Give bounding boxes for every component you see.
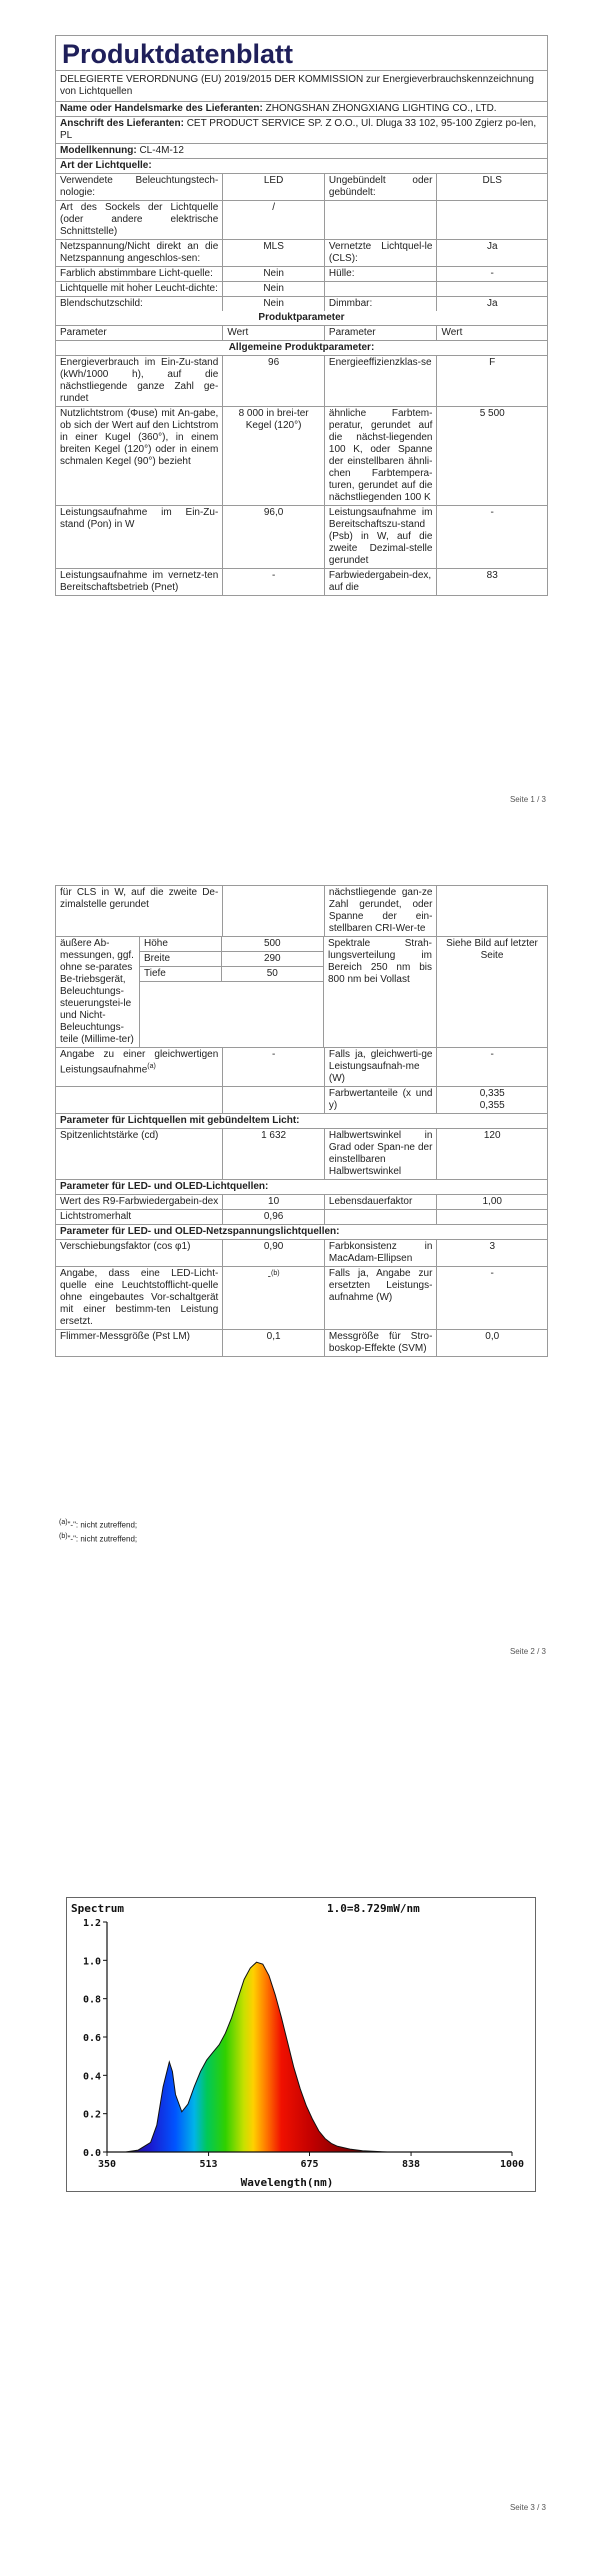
energy-class-value: F [489,357,496,368]
dimension-label: Tiefe [140,967,222,981]
peak-intensity-value: 1 632 [223,1129,325,1179]
footnote-a: $^{(a)}$"-": nicht zutreffend; [59,1519,138,1530]
type-row-value: Ja [486,298,498,309]
replacement-power-value: - [490,1268,494,1279]
type-row-value: Nein [223,297,325,311]
chromaticity-label: Farbwertanteile (x und y) [325,1087,438,1113]
general-params-header: Allgemeine Produktparameter: [228,342,375,353]
color-temperature-value: 5 500 [479,408,505,419]
type-row [56,240,547,267]
cri-label: Farbwiedergabein-dex, auf die [325,569,438,595]
page-2 [0,885,604,1685]
y-tick-label: 0.8 [82,1994,101,2006]
equivalent-power-claim-label: Angabe zu einer gleichwertigen Leistungsaufnahme$^{(a)}$ [56,1048,223,1086]
page-title: Produktdatenblatt [56,36,547,71]
type-row-param: Hülle: [325,267,438,281]
dimension-row [140,952,323,967]
dimension-label: Breite [140,952,222,966]
type-row-value: Nein [223,282,325,296]
x-axis-label: Wavelength(nm) [240,2176,334,2189]
networked-standby-label: Leistungsaufnahme im vernetz-ten Bereitschaftsbetrieb (Pnet) [56,569,223,595]
flicker-value: 0,1 [223,1330,325,1356]
type-row-value [437,201,547,239]
displacement-factor-value: 0,90 [223,1240,325,1266]
color-consistency-label: Farbkonsistenz in MacAdam-Ellipsen [325,1240,438,1266]
datasheet-table-page-1 [55,35,548,596]
y-tick-label: 0.2 [82,2109,101,2121]
spectral-distribution-label: Spektrale Strah-lungsverteilung im Bereich 250 nm bis 800 nm bei Vollast [324,937,437,1047]
directional-header: Parameter für Lichtquellen mit gebündeltem Licht: [60,1115,300,1126]
spectrum-plot [67,1898,535,2191]
type-row-value: MLS [223,240,325,266]
survival-factor-value: 1,00 [482,1196,502,1207]
page-number-3: Seite 3 / 3 [509,2503,546,2512]
displacement-factor-label: Verschiebungsfaktor (cos φ1) [56,1240,223,1266]
model-row [56,144,547,158]
type-row-param: Lichtquelle mit hoher Leucht-dichte: [56,282,223,296]
stroboscopic-value: 0,0 [485,1331,500,1342]
color-consistency-value: 3 [489,1241,495,1252]
page-number-2: Seite 2 / 3 [509,1647,546,1656]
type-row-value: / [223,201,325,239]
type-row-param: Verwendete Beleuchtungstech-nologie: [56,174,223,200]
supplier-value: ZHONGSHAN ZHONGXIANG LIGHTING CO., LTD. [265,103,497,114]
networked-standby-value: - [223,569,325,595]
page-number-1: Seite 1 / 3 [509,795,546,804]
supplier-row [56,102,547,116]
y-tick-label: 1.0 [82,1956,101,1968]
dimension-value: 290 [263,953,281,964]
dimension-row [140,937,323,952]
type-row-value: DLS [482,175,502,186]
header-param-1: Parameter [56,326,223,340]
type-row-param: Dimmbar: [325,297,438,311]
x-tick-label: 1000 [499,2159,525,2170]
luminous-flux-label: Nutzlichtstrom (Φuse) mit An-gabe, ob sich der Wert auf den Lichtstrom in einer Kugel (360°), in einem breiten Kegel (120°) oder in einem schmalen Kegel (90°) bezieht [56,407,223,505]
type-row-value [437,282,547,296]
datasheet-table-page-2 [55,885,548,1357]
y-tick-label: 0.6 [82,2033,101,2044]
type-row-param: Netzspannung/Nicht direkt an die Netzspannung angeschlos-sen: [56,240,223,266]
type-row-param [325,201,438,239]
footnotes [57,1517,137,1544]
type-row-value: Ja [486,241,498,252]
beam-angle-value: 120 [483,1130,501,1141]
type-row-param: Farblich abstimmbare Licht-quelle: [56,267,223,281]
type-row [56,201,547,240]
mains-params-header: Parameter für LED- und OLED-Netzspannungslichtquellen: [60,1226,340,1237]
header-value-2: Wert [441,327,463,338]
x-tick-label: 838 [402,2159,421,2170]
lumen-maintenance-label: Lichtstromerhalt [56,1210,223,1224]
x-tick-label: 513 [199,2159,218,2170]
on-mode-power-label: Leistungsaufnahme im Ein-Zu-stand (Pon) in W [56,506,223,568]
lumen-maintenance-value: 0,96 [223,1210,325,1224]
replacement-power-label: Falls ja, Angabe zur ersetzten Leistungs-aufnahme (W) [325,1267,438,1329]
equivalent-power-claim-value: - [223,1048,325,1086]
survival-factor-label: Lebensdauerfaktor [325,1195,438,1209]
regulation-text: DELEGIERTE VERORDNUNG (EU) 2019/2015 DER KOMMISSION zur Energieverbrauchskennzeichnung von Lichtquellen [60,74,534,97]
header-param-2: Parameter [325,326,438,340]
address-row [56,117,547,143]
type-row-value: Nein [223,267,325,281]
color-temperature-label: ähnliche Farbtem-peratur, gerundet auf die nächst-liegenden 100 K, oder Spanne der einstellbaren ähnli-chen Farbtempera-turen, gerundet auf die nächstliegenden 100 K [325,407,438,505]
equivalent-power-label: Falls ja, gleichwerti-ge Leistungsaufnah-me (W) [325,1048,438,1086]
header-value-1: Wert [223,326,325,340]
address-value: CET PRODUCT SERVICE SP. Z O.O., Ul. Dluga 33 102, 95-100 Zgierz po-len, PL [60,118,537,141]
footnote-b: $^{(b)}$"-": nicht zutreffend; [59,1532,138,1544]
model-label: Modellkennung: [60,145,137,156]
type-row-value: LED [223,174,325,200]
type-row-param: Vernetzte Lichtquel-le (CLS): [325,240,438,266]
networked-standby-cont: für CLS in W, auf die zweite De-zimalstelle gerundet [56,886,223,936]
type-rows [56,174,547,311]
stroboscopic-label: Messgröße für Stro-boskop-Effekte (SVM) [325,1330,438,1356]
r9-value: 10 [223,1195,325,1209]
dimension-value: 500 [263,938,281,949]
dimension-label: Höhe [140,937,222,951]
spectrum-area [126,1962,388,2152]
type-header: Art der Lichtquelle: [60,160,152,171]
y-tick-label: 0.0 [82,2148,101,2159]
beam-angle-label: Halbwertswinkel in Grad oder Span-ne der einstellbaren Halbwertswinkel [325,1129,438,1179]
peak-intensity-label: Spitzenlichtstärke (cd) [56,1129,223,1179]
product-params-header: Produktparameter [258,312,345,323]
type-row [56,297,547,311]
replacement-claim-value: -$^{(b)}$ [223,1267,325,1329]
luminous-flux-value: 8 000 in brei-ter Kegel (120°) [223,407,325,505]
on-mode-power-value: 96,0 [223,506,325,568]
energy-consumption-value: 96 [223,356,325,406]
chromaticity-values: 0,335 0,355 [479,1088,505,1111]
type-row-param [325,282,438,296]
standby-power-value: - [490,507,494,518]
spectral-distribution-value: Siehe Bild auf letzter Seite [446,938,538,961]
address-label: Anschrift des Lieferanten: [60,118,184,129]
type-row [56,282,547,297]
type-row [56,267,547,282]
led-params-header: Parameter für LED- und OLED-Lichtquellen: [60,1181,269,1192]
flicker-label: Flimmer-Messgröße (Pst LM) [56,1330,223,1356]
supplier-label: Name oder Handelsmarke des Lieferanten: [60,103,263,114]
energy-consumption-label: Energieverbrauch im Ein-Zu-stand (kWh/1000 h), auf die nächstliegende ganze Zahl ge-rundet [56,356,223,406]
type-row-param: Art des Sockels der Lichtquelle (oder andere elektrische Schnittstelle) [56,201,223,239]
type-row-param: Blendschutzschild: [56,297,223,311]
dimensions-values [140,937,324,1047]
spectrum-chart [66,1897,536,2192]
type-row [56,174,547,201]
dimensions-label: äußere Ab-messungen, ggf. ohne se-parates Be-triebsgerät, Beleuchtungs-steuerungstei-le und Nicht-Beleuchtungs-teile (Millime-ter) [56,937,140,1047]
type-row-value: - [490,268,494,279]
cri-value: 83 [486,570,498,581]
cri-label-cont: nächstliegende gan-ze Zahl gerundet, oder Spanne der ein-stellbaren CRI-Wer-te [325,886,438,936]
chart-title: Spectrum [71,1902,124,1915]
plot-layer [83,1918,524,2170]
r9-label: Wert des R9-Farbwiedergabein-dex [56,1195,223,1209]
replacement-claim-label: Angabe, dass eine LED-Licht-quelle eine Leuchtstofflicht-quelle ohne eingebautes Vor-schaltgerät mit einer bestimm-ten Leistung ersetzt. [56,1267,223,1329]
equivalent-power-value: - [490,1049,494,1060]
chart-annotation: 1.0=8.729mW/nm [327,1902,420,1915]
y-tick-label: 1.2 [82,1918,101,1929]
page-1 [0,0,604,804]
dimension-value: 50 [266,968,278,979]
model-value: CL-4M-12 [139,145,184,156]
dimension-row [140,967,323,982]
x-tick-label: 675 [300,2159,319,2170]
type-row-param: Ungebündelt oder gebündelt: [325,174,438,200]
y-tick-label: 0.4 [82,2071,101,2083]
x-tick-label: 350 [97,2159,117,2170]
standby-power-label: Leistungsaufnahme im Bereitschaftszu-stand (Psb) in W, auf die zweite Dezimal-stelle gerundet [325,506,438,568]
energy-class-label: Energieeffizienzklas-se [325,356,438,406]
